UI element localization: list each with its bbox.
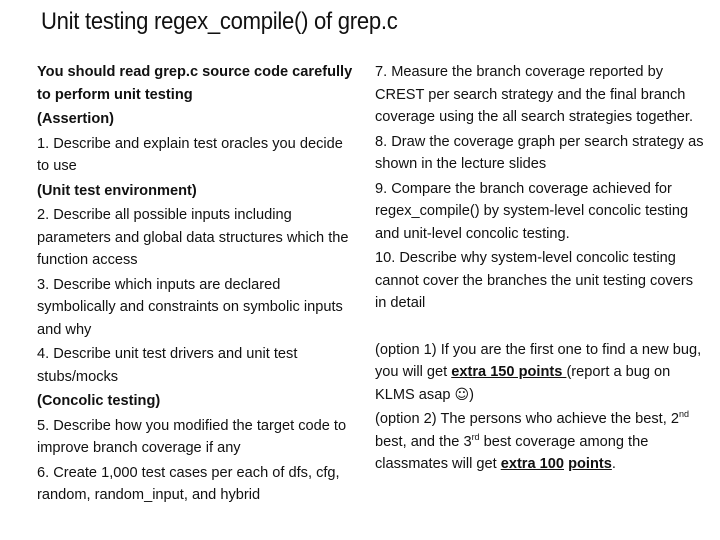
task-item-4: 4. Describe unit test drivers and unit test stubs/mocks [37,346,298,385]
option-2-bonus-emphasis-points: points [568,456,612,472]
spacer [375,317,705,339]
option-2-prefix: (option 2) The persons who achieve the best, 2 [375,411,679,427]
option-2-text [375,408,705,476]
task-item-3: 3. Describe which inputs are declared symbolically and constraints on symbolic inputs and why [37,276,343,338]
task-item-6: 6. Create 1,000 test cases per each of dfs, cfg, random, random_input, and hybrid [37,464,340,503]
option-1-bonus-emphasis: extra 150 points [451,364,567,380]
task-item-2: 2. Describe all possible inputs including parameters and global data structures which the function access [37,207,349,268]
section-heading-unit-test-environment: (Unit test environment) [37,182,197,199]
option-1-prefix: (option 1) If you are the first one to find a new bug, you will get [375,341,702,380]
right-column [375,61,705,478]
intro-text: You should read grep.c source code carefully to perform unit testing [37,64,353,103]
task-item-7: 7. Measure the branch coverage reported by CREST per search strategy and the final branch coverage using the all search strategies together. [375,64,694,125]
option-2-end: . [611,456,616,472]
superscript-rd: rd [471,431,480,442]
option-2-bonus-emphasis: extra 100 [500,456,565,472]
slide-title: Unit testing regex_compile() of grep.c [41,8,398,35]
task-item-8: 8. Draw the coverage graph per search strategy as shown in the lecture slides [375,133,704,172]
option-1-suffix: (report a bug on KLMS asap [375,364,671,403]
option-1-close: ) [469,386,474,403]
task-item-9: 9. Compare the branch coverage achieved for regex_compile() by system-level concolic testing and unit-level concolic testing. [375,180,689,242]
option-2-after: best coverage among the classmates will get [375,433,649,472]
section-heading-assertion: (Assertion) [37,111,115,127]
option-1-text [375,339,705,407]
option-2-middle: best, and the 3 [375,433,472,450]
task-item-10: 10. Describe why system-level concolic testing cannot cover the branches the unit testing covers in detail [375,250,694,311]
task-item-5: 5. Describe how you modified the target code to improve branch coverage if any [37,417,347,456]
smiley-icon: ☺ [454,386,470,403]
superscript-nd: nd [678,409,689,420]
section-heading-concolic-testing: (Concolic testing) [37,393,161,409]
left-column [37,61,357,509]
task-item-1: 1. Describe and explain test oracles you decide to use [37,135,343,174]
